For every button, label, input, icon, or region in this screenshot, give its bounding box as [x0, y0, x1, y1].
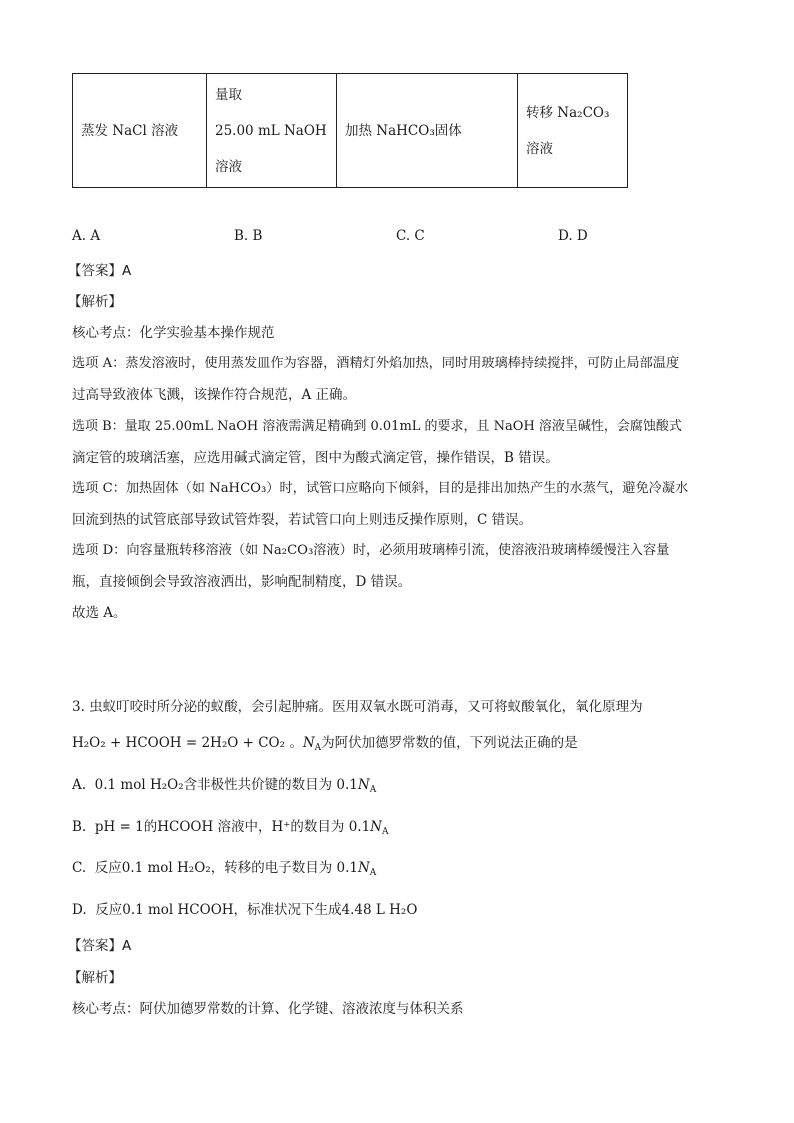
- q3-option-c: [72, 856, 376, 878]
- cell-line: 蒸发 NaCl 溶液: [81, 122, 179, 139]
- experiment-table: [72, 73, 628, 188]
- table-cell-heat: [337, 74, 518, 188]
- analysis-line: 选项 A：蒸发溶液时，使用蒸发皿作为容器，酒精灯外焰加热，同时用玻璃棒持续搅拌，可防止局部温度: [72, 356, 680, 371]
- avogadro-symbol: N: [370, 819, 382, 835]
- reaction-equation: H₂O₂ + HCOOH = 2H₂O + CO₂: [72, 735, 286, 751]
- analysis-label: 【解析】: [68, 294, 122, 310]
- cell-line: 量取: [215, 86, 242, 103]
- question-3-equation-line: H₂O₂ + HCOOH = 2H₂O + CO₂ 。$N_A$为阿伏加德罗常数的值，下列说法正确的是: [72, 735, 578, 753]
- table-cell-measure: [207, 74, 337, 188]
- option-label: A.: [72, 777, 87, 793]
- q3-option-b: [72, 815, 388, 837]
- table-cell-transfer: [518, 74, 628, 188]
- option-label: C.: [72, 860, 87, 876]
- avogadro-subscript: A: [369, 785, 377, 795]
- avogadro-subscript: A: [369, 868, 377, 878]
- analysis-line: 滴定管的玻璃活塞，应选用碱式滴定管，图中为酸式滴定管，操作错误，B 错误。: [72, 450, 559, 466]
- conclusion-line: 故选 A。: [72, 605, 127, 621]
- question-3-prompt: 为阿伏加德罗常数的值，下列说法正确的是: [321, 735, 578, 751]
- option-text: 反应0.1 mol HCOOH，标准状况下生成4.48 L H₂O: [95, 902, 418, 918]
- avogadro-symbol: N: [302, 735, 315, 751]
- question-3-stem: 3. 虫蚁叮咬时所分泌的蚁酸，会引起肿痛。医用双氧水既可消毒，又可将蚁酸氧化，氧化原理为: [72, 699, 643, 715]
- cell-line: 转移 Na₂CO₃: [526, 104, 610, 121]
- cell-line: 溶液: [215, 158, 242, 175]
- q3-option-a: [72, 773, 376, 795]
- answer-label: 【答案】A: [68, 263, 132, 279]
- analysis-line: 选项 D：向容量瓶转移溶液（如 Na₂CO₃溶液）时，必须用玻璃棒引流，使溶液沿玻璃棒缓慢注入容量: [72, 543, 670, 558]
- core-point: 核心考点：化学实验基本操作规范: [72, 325, 275, 341]
- analysis-line: 选项 C：加热固体（如 NaHCO₃）时，试管口应略向下倾斜，目的是排出加热产生的水蒸气，避免冷凝水: [72, 481, 689, 496]
- option-text: 0.1 mol H₂O₂含非极性共价键的数目为 0.1: [94, 777, 358, 793]
- avogadro-symbol: N: [357, 860, 370, 876]
- cell-line: 25.00 mL NaOH: [215, 122, 327, 139]
- q3-analysis-label: 【解析】: [68, 970, 122, 986]
- option-c: C. C: [396, 228, 425, 244]
- table-row: [73, 74, 628, 188]
- option-b: B. B: [234, 228, 263, 244]
- avogadro-symbol: N: [357, 777, 370, 793]
- cell-line: 加热 NaHCO₃固体: [345, 122, 462, 139]
- q3-core-point: 核心考点：阿伏加德罗常数的计算、化学键、溶液浓度与体积关系: [72, 1001, 464, 1017]
- option-d: D. D: [558, 228, 588, 244]
- analysis-line: 选项 B：量取 25.00mL NaOH 溶液需满足精确到 0.01mL 的要求，且 NaOH 溶液呈碱性，会腐蚀酸式: [72, 419, 682, 434]
- q3-option-d: [72, 898, 417, 918]
- table-cell-evaporate: [73, 74, 207, 188]
- avogadro-subscript: A: [381, 827, 389, 837]
- option-text: pH = 1的HCOOH 溶液中，H⁺的数目为 0.1: [94, 819, 371, 835]
- option-label: D.: [72, 902, 87, 918]
- q3-answer-label: 【答案】A: [68, 938, 132, 954]
- analysis-line: 回流到热的试管底部导致试管炸裂，若试管口向上则违反操作原则，C 错误。: [72, 512, 533, 528]
- analysis-line: 过高导致液体飞溅，该操作符合规范，A 正确。: [72, 387, 357, 403]
- analysis-line: 瓶，直接倾倒会导致溶液洒出，影响配制精度，D 错误。: [72, 574, 412, 590]
- avogadro-subscript: A: [314, 743, 322, 753]
- option-a: A. A: [72, 228, 101, 244]
- cell-line: 溶液: [526, 140, 553, 157]
- option-label: B.: [72, 819, 87, 835]
- option-text: 反应0.1 mol H₂O₂，转移的电子数目为 0.1: [94, 860, 358, 876]
